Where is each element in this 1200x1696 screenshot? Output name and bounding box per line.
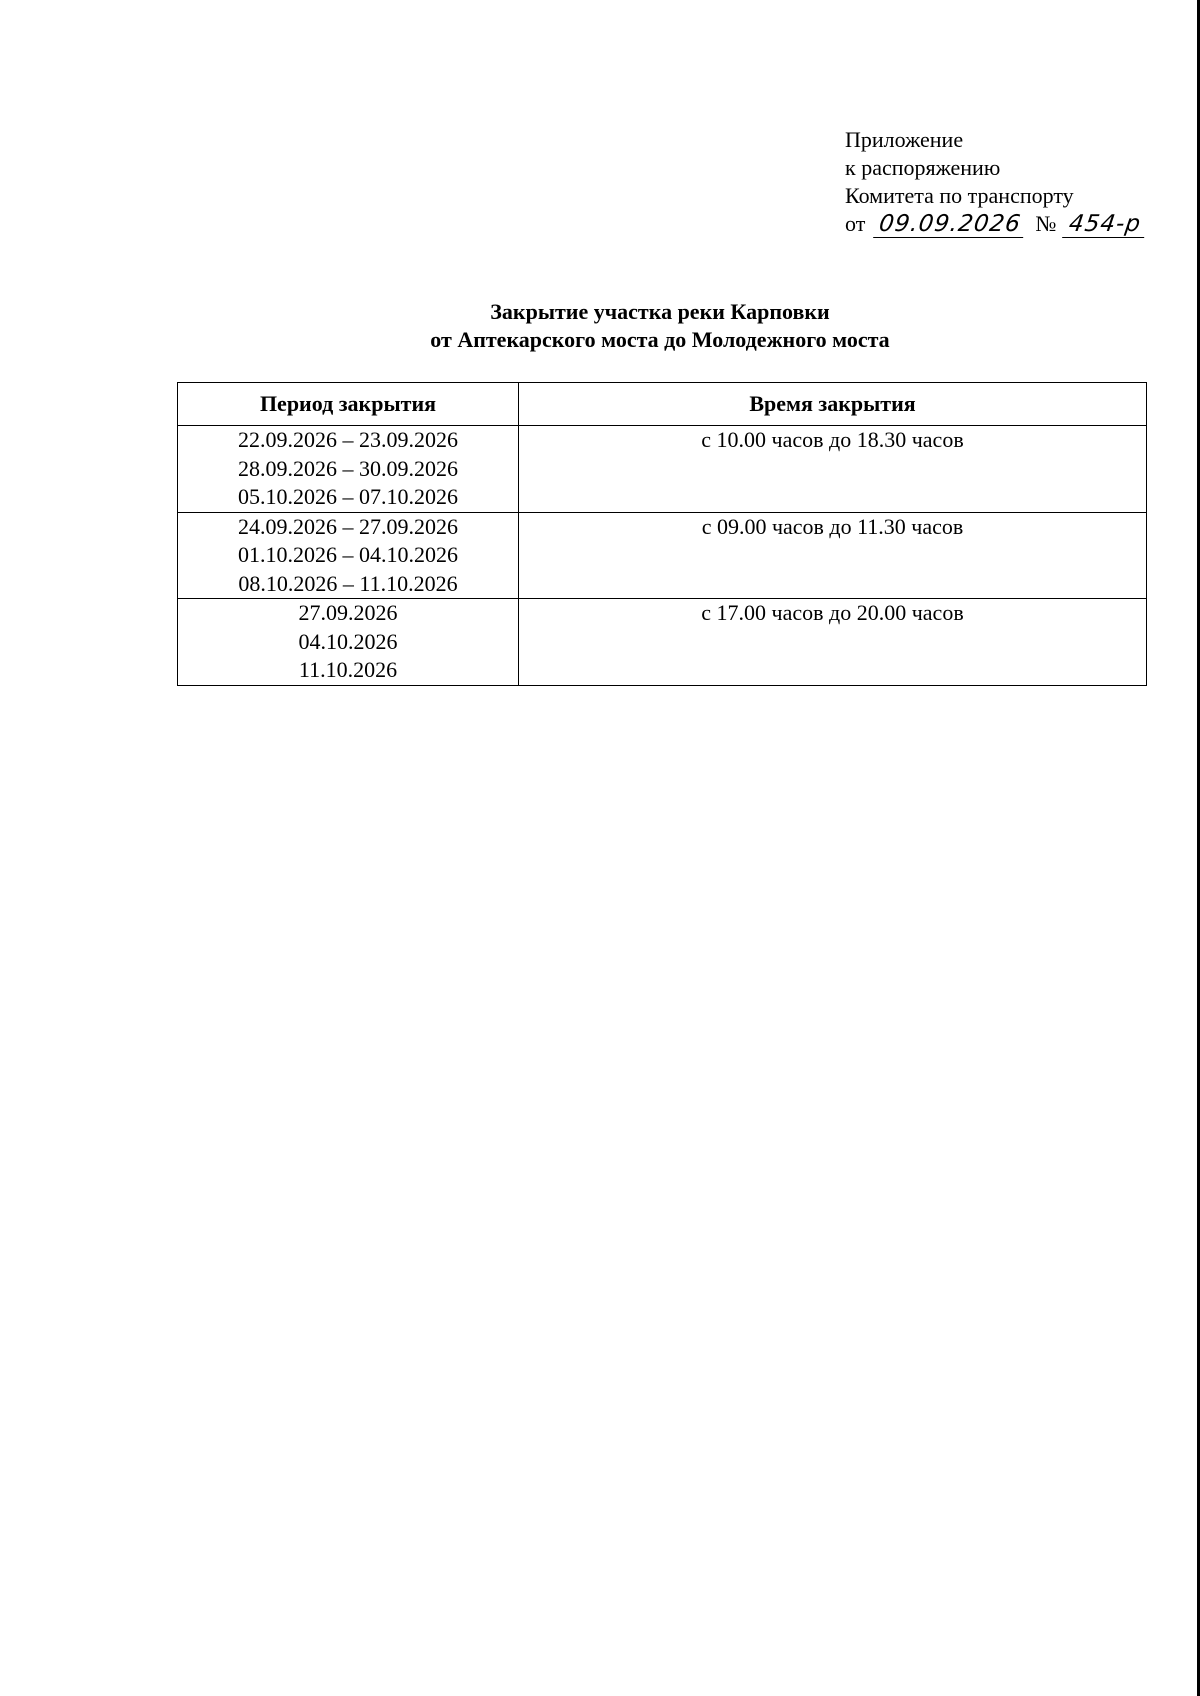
period-entry: 24.09.2026 – 27.09.2026 [238, 513, 458, 539]
table-row [178, 426, 1147, 513]
period-cell [178, 426, 519, 513]
period-entry: 22.09.2026 – 23.09.2026 [238, 427, 458, 452]
handwritten-date: 09.09.2026 [873, 211, 1027, 238]
table-row [178, 599, 1147, 686]
header-period: Период закрытия [178, 383, 519, 426]
period-entry: 05.10.2026 – 07.10.2026 [238, 484, 458, 509]
document-title [0, 298, 1200, 354]
period-entry: 08.10.2026 – 11.10.2026 [238, 570, 458, 596]
period-entry: 28.09.2026 – 30.09.2026 [238, 455, 458, 481]
appendix-title: Приложение [845, 127, 964, 152]
period-cell [178, 599, 519, 686]
date-prefix: от [845, 211, 866, 236]
time-cell: с 10.00 часов до 18.30 часов [519, 426, 1147, 513]
appendix-reference: к распоряжению [845, 155, 1001, 180]
number-prefix: № [1035, 211, 1057, 236]
table-header-row [178, 383, 1147, 426]
title-line-1: Закрытие участка реки Карповки [490, 299, 830, 324]
appendix-date-number [845, 210, 1175, 238]
period-entry: 01.10.2026 – 04.10.2026 [238, 542, 458, 567]
table-row [178, 512, 1147, 599]
time-cell: с 17.00 часов до 20.00 часов [519, 599, 1147, 686]
time-cell: с 09.00 часов до 11.30 часов [519, 512, 1147, 599]
appendix-committee: Комитета по транспорту [845, 183, 1074, 208]
title-line-2: от Аптекарского моста до Молодежного моста [430, 327, 890, 352]
appendix-block [845, 126, 1175, 238]
handwritten-number: 454-р [1062, 211, 1148, 238]
period-entry: 27.09.2026 [298, 600, 398, 625]
period-entry: 04.10.2026 [298, 628, 398, 654]
period-entry: 11.10.2026 [298, 657, 398, 682]
closure-schedule-table [177, 382, 1147, 686]
header-time: Время закрытия [519, 383, 1147, 426]
period-cell [178, 512, 519, 599]
